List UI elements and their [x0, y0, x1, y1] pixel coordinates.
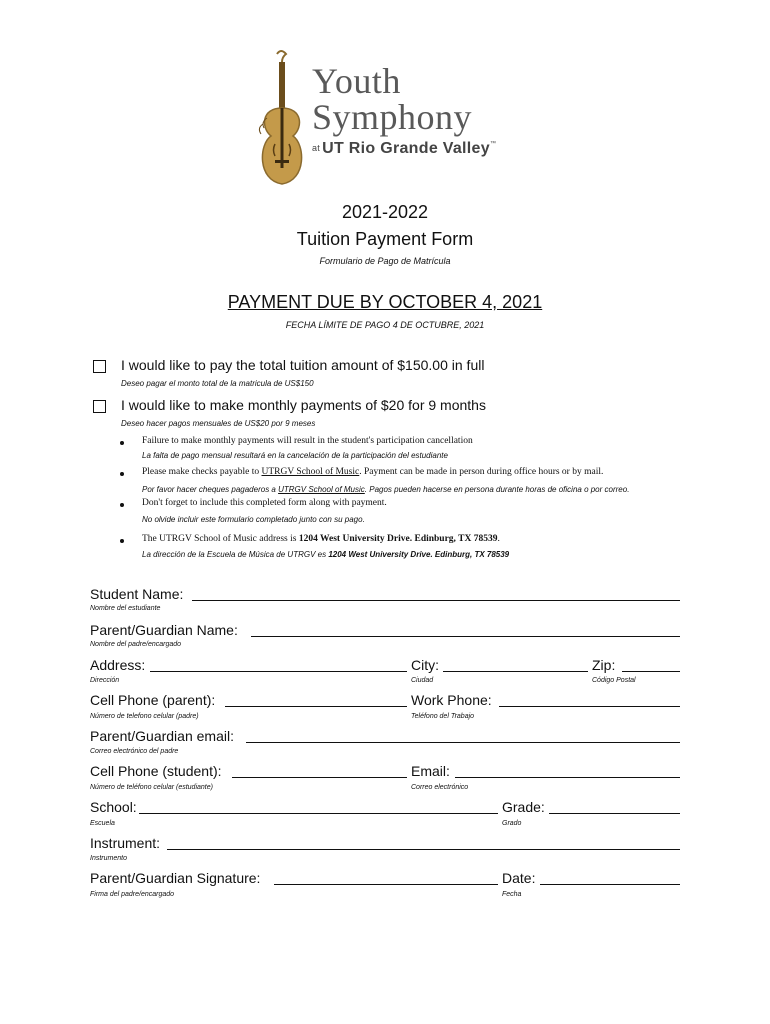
zip-field[interactable]: [622, 671, 680, 672]
logo-at: at: [312, 143, 321, 153]
bullet-include-form: Don't forget to include this completed form along with payment.: [142, 498, 387, 508]
form-title: Tuition Payment Form: [296, 229, 474, 249]
parent-name-field[interactable]: [251, 636, 680, 637]
student-name-label: Student Name:: [90, 586, 184, 602]
cell-student-label: Cell Phone (student):: [90, 763, 222, 779]
date-field[interactable]: [540, 884, 680, 885]
work-phone-sub: Teléfono del Trabajo: [411, 713, 475, 720]
email-field[interactable]: [455, 777, 680, 778]
bullet-checks-post-es: . Pagos pueden hacerse en persona durante horas de oficina o por correo.: [364, 485, 630, 494]
logo-utrgv-text: UT Rio Grande Valley: [322, 140, 490, 157]
bullet-checks: [142, 467, 603, 477]
bullet-checks-pre-es: Por favor hacer cheques pagaderos a: [142, 485, 279, 494]
instrument-field[interactable]: [167, 849, 680, 850]
bullet-address-es: [142, 550, 509, 559]
email-sub: Correo electrónico: [411, 784, 469, 791]
school-sub: Escuela: [90, 820, 115, 827]
signature-label: Parent/Guardian Signature:: [90, 870, 261, 886]
city-label: City:: [411, 657, 439, 673]
signature-sub: Firma del padre/encargado: [90, 891, 175, 898]
form-title-es: Formulario de Pago de Matrícula: [319, 256, 451, 266]
grade-field[interactable]: [549, 813, 680, 814]
instrument-sub: Instrumento: [90, 855, 127, 862]
address-field[interactable]: [150, 671, 407, 672]
cell-student-sub: Número de teléfono celular (estudiante): [90, 784, 213, 791]
bullet-address-pre-es: La dirección de la Escuela de Música de UTRGV es: [142, 550, 329, 559]
parent-email-field[interactable]: [246, 742, 680, 743]
payee-link: UTRGV School of Music: [261, 467, 360, 477]
zip-sub: Código Postal: [592, 677, 636, 684]
bullet-address-pre: The UTRGV School of Music address is: [142, 534, 299, 544]
logo-youth: Youth: [312, 61, 401, 101]
bullet-dot: [120, 539, 124, 543]
bullet-include-form-es: No olvide incluir este formulario completado junto con su pago.: [142, 515, 365, 524]
grade-sub: Grado: [502, 820, 522, 827]
school-year: 2021-2022: [341, 202, 429, 222]
bullet-address-post: .: [497, 534, 500, 544]
logo-utrgv: at UT Rio Grande Valley™: [312, 140, 497, 157]
instrument-label: Instrument:: [90, 835, 161, 851]
monthly-payment-label-es: Deseo hacer pagos mensuales de US$20 por 9 meses: [121, 419, 316, 428]
bullet-dot: [120, 441, 124, 445]
school-address-es: 1204 West University Drive. Edinburg, TX 78539: [328, 550, 510, 559]
student-name-field[interactable]: [192, 600, 680, 601]
date-sub: Fecha: [502, 891, 522, 898]
monthly-payment-checkbox[interactable]: [93, 400, 106, 413]
bullet-dot: [120, 503, 124, 507]
bullet-checks-es: [142, 485, 629, 494]
bullet-cancellation: Failure to make monthly payments will result in the student's participation cancellation: [142, 436, 473, 446]
bullet-dot: [120, 472, 124, 476]
work-phone-label: Work Phone:: [411, 692, 492, 708]
full-payment-checkbox[interactable]: [93, 360, 106, 373]
email-label: Email:: [411, 763, 450, 779]
payee-link-es: UTRGV School of Music: [278, 485, 365, 494]
parent-name-label: Parent/Guardian Name:: [90, 622, 238, 638]
cell-student-field[interactable]: [232, 777, 407, 778]
parent-email-sub: Correo electrónico del padre: [90, 748, 179, 755]
monthly-payment-label: I would like to make monthly payments of $20 for 9 months: [121, 397, 486, 413]
parent-name-sub: Nombre del padre/encargado: [90, 641, 182, 648]
parent-email-label: Parent/Guardian email:: [90, 728, 234, 744]
bullet-checks-post: . Payment can be made in person during office hours or by mail.: [359, 467, 604, 477]
address-label: Address:: [90, 657, 146, 673]
payment-due: PAYMENT DUE BY OCTOBER 4, 2021: [227, 292, 543, 312]
school-field[interactable]: [139, 813, 498, 814]
work-phone-field[interactable]: [499, 706, 680, 707]
cell-parent-sub: Número de telefono celular (padre): [90, 713, 199, 720]
payment-due-es: FECHA LÍMITE DE PAGO 4 DE OCTUBRE, 2021: [285, 320, 485, 330]
bullet-checks-pre: Please make checks payable to: [142, 467, 262, 477]
date-label: Date:: [502, 870, 536, 886]
school-address: 1204 West University Drive. Edinburg, TX 78539: [298, 534, 498, 544]
zip-label: Zip:: [592, 657, 616, 673]
signature-field[interactable]: [274, 884, 498, 885]
cell-parent-label: Cell Phone (parent):: [90, 692, 216, 708]
logo-symphony: Symphony: [312, 97, 473, 137]
bullet-cancellation-es: La falta de pago mensual resultará en la cancelación de la participación del estudiante: [142, 451, 448, 460]
full-payment-label: I would like to pay the total tuition amount of $150.00 in full: [121, 357, 485, 373]
city-sub: Ciudad: [411, 677, 434, 684]
full-payment-label-es: Deseo pagar el monto total de la matricula de US$150: [121, 379, 314, 388]
school-label: School:: [90, 799, 137, 815]
grade-label: Grade:: [502, 799, 545, 815]
address-sub: Dirección: [90, 677, 120, 684]
student-name-sub: Nombre del estudiante: [90, 605, 161, 612]
cell-parent-field[interactable]: [225, 706, 407, 707]
bullet-address: [142, 534, 500, 544]
city-field[interactable]: [443, 671, 588, 672]
